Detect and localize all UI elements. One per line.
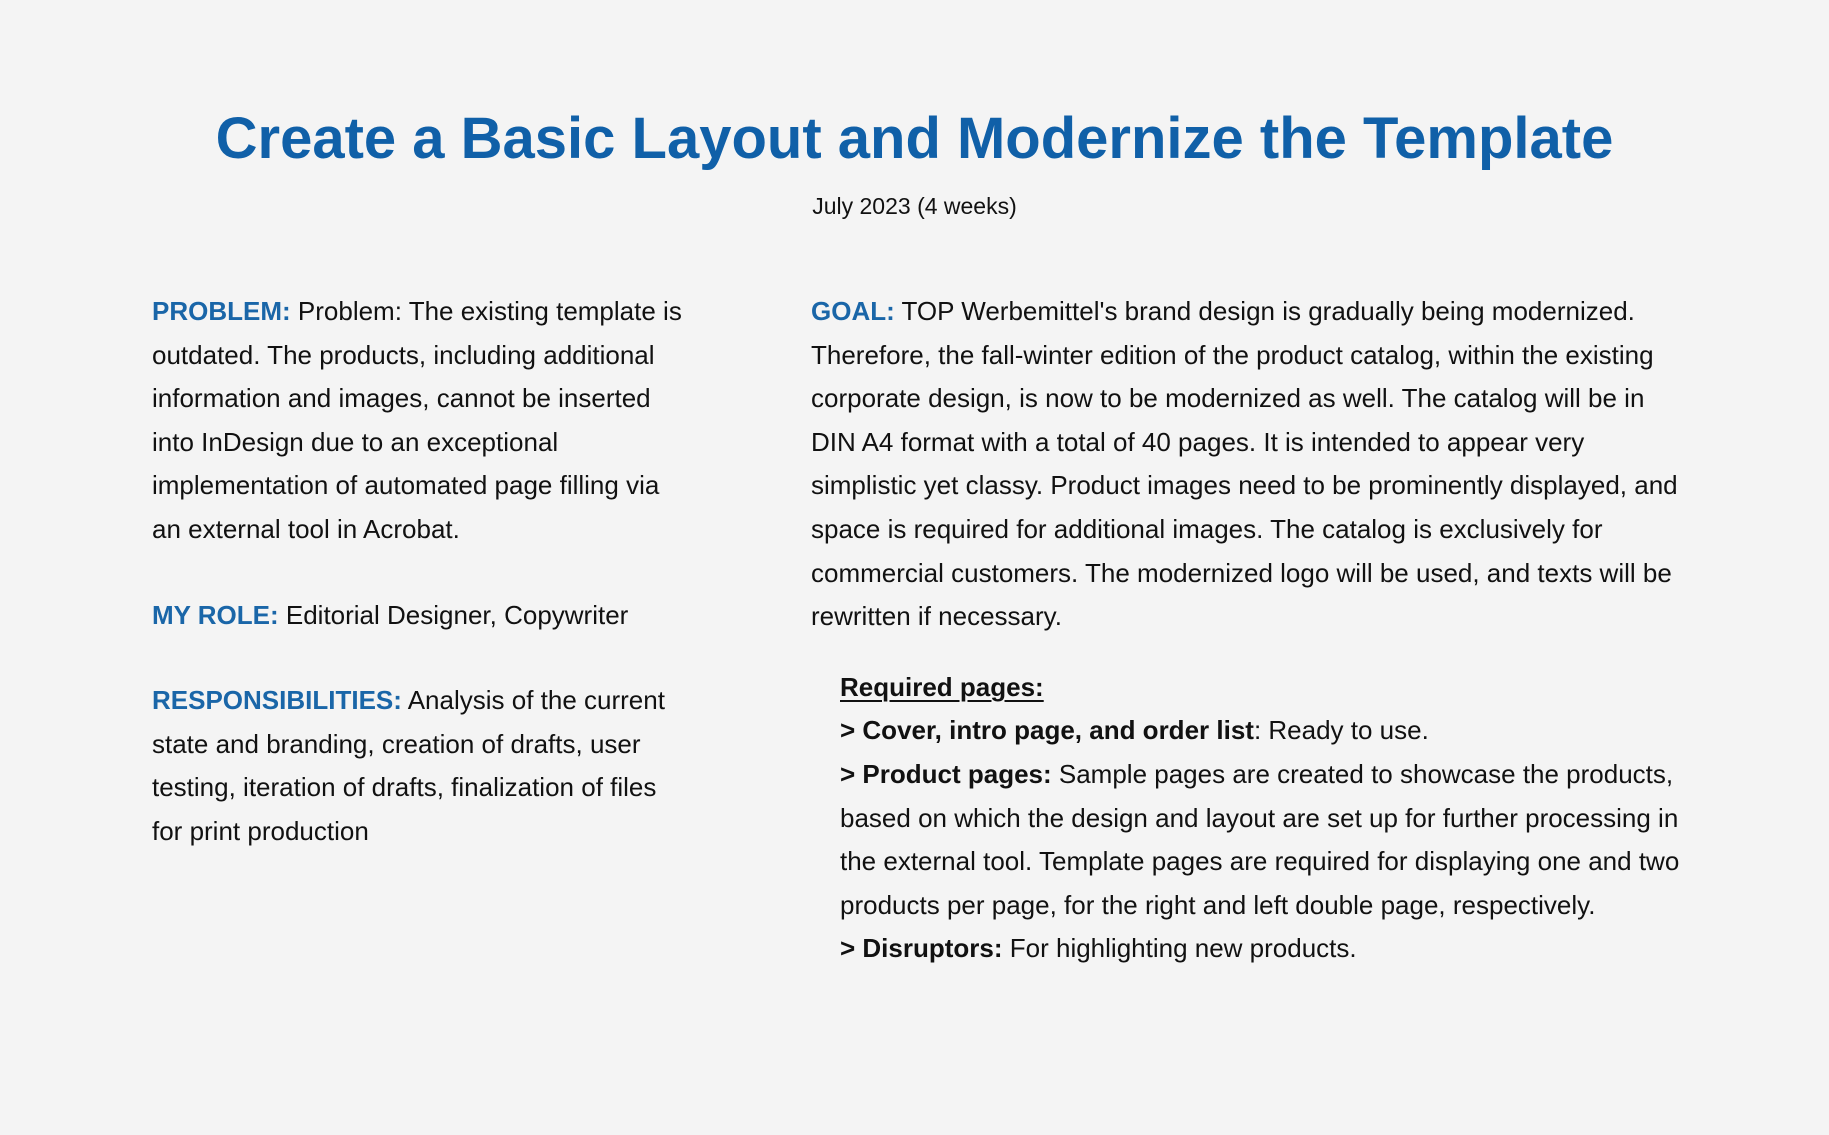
required-item-product-pages-label: > Product pages: <box>840 758 1052 789</box>
required-pages-section <box>840 666 1691 971</box>
goal-section <box>811 290 1691 639</box>
required-item-cover <box>840 709 1691 753</box>
required-item-product-pages-text: Sample pages are created to showcase the products, based on which the design and layout are set up for further processing in the external tool. Template pages are required for displaying one and two products per page, for the right and left double page, respectively. <box>840 758 1680 920</box>
required-item-cover-text: : Ready to use. <box>1253 715 1429 746</box>
role-text: Editorial Designer, Copywriter <box>278 599 629 630</box>
goal-text: TOP Werbemittel's brand design is gradually being modernized. Therefore, the fall-winter edition of the product catalog, within the existing corporate design, is now to be modernized as well. The catalog will be in DIN A4 format with a total of 40 pages. It is intended to appear very simplistic yet classy. Product images need to be prominently displayed, and space is required for additional images. The catalog is exclusively for commercial customers. The modernized logo will be used, and texts will be rewritten if necessary. <box>811 296 1678 632</box>
responsibilities-text: Analysis of the current state and branding, creation of drafts, user testing, iteration of drafts, finalization of files for print production <box>152 685 665 846</box>
required-item-disruptors-label: > Disruptors: <box>840 933 1003 964</box>
responsibilities-section <box>152 679 682 853</box>
responsibilities-label: RESPONSIBILITIES: <box>152 685 402 716</box>
role-section <box>152 594 682 638</box>
required-item-disruptors <box>840 927 1691 971</box>
role-label: MY ROLE: <box>152 599 279 630</box>
required-item-cover-label: > Cover, intro page, and order list <box>840 715 1254 746</box>
left-column <box>152 290 682 854</box>
page-title: Create a Basic Layout and Modernize the Template <box>215 106 1614 171</box>
project-date: July 2023 (4 weeks) <box>812 193 1017 219</box>
required-item-product-pages <box>840 753 1691 927</box>
required-pages-heading: Required pages: <box>840 671 1044 702</box>
problem-label: PROBLEM: <box>152 296 291 326</box>
goal-label: GOAL: <box>811 296 895 326</box>
problem-text: Problem: The existing template is outdated. The products, including additional information and images, cannot be inserted into InDesign due to an exceptional implementation of automated page filling via an external tool in Acrobat. <box>152 296 682 544</box>
problem-section <box>152 290 682 552</box>
required-item-disruptors-text: For highlighting new products. <box>1002 933 1357 964</box>
right-column <box>811 290 1691 971</box>
